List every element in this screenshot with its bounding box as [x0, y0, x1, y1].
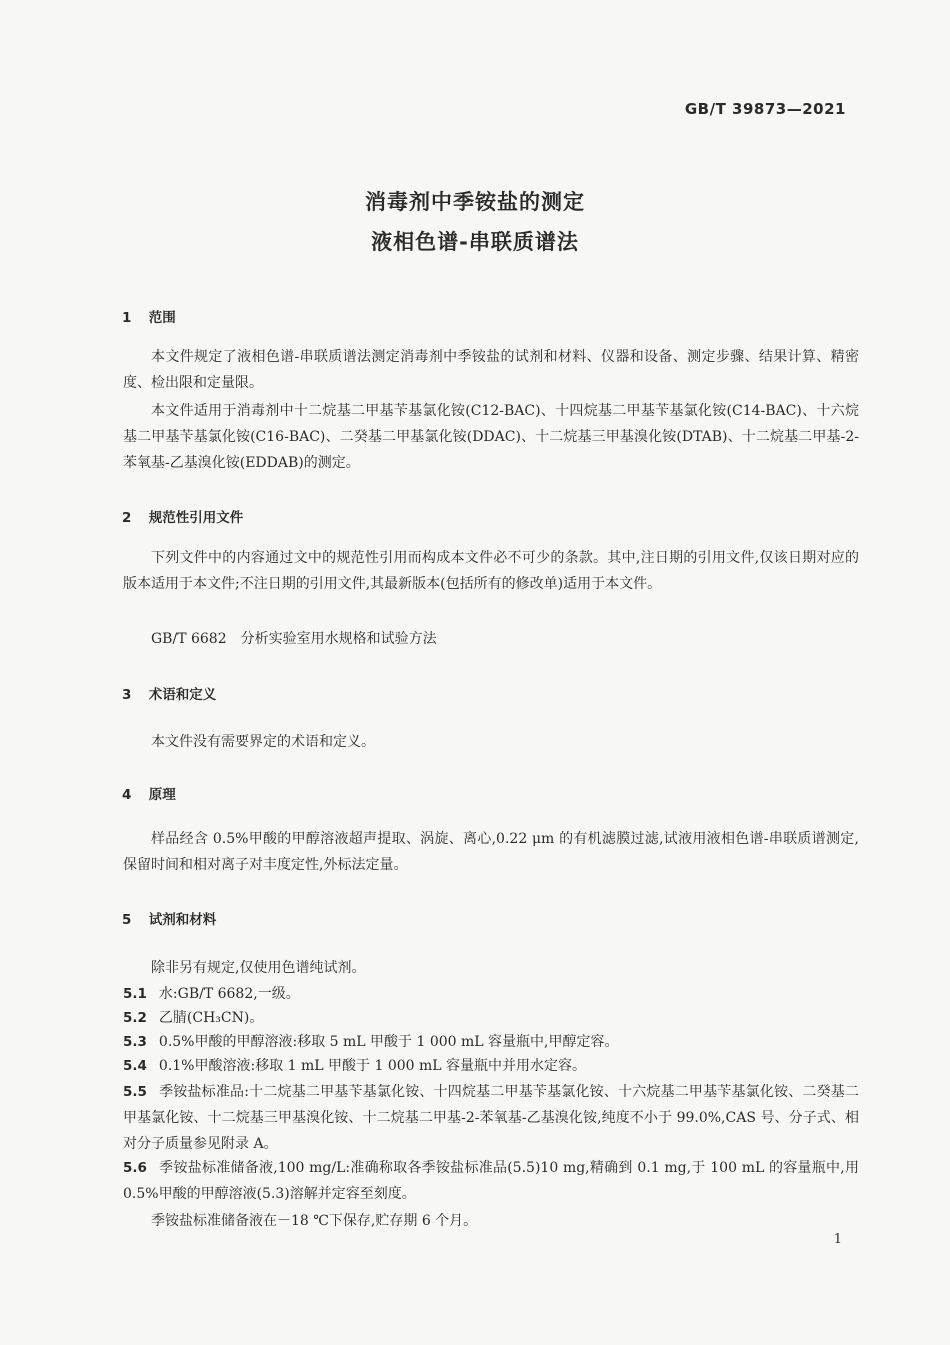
section-title: 规范性引用文件	[148, 510, 244, 526]
section-3-paragraph-1: 本文件没有需要界定的术语和定义。	[151, 734, 375, 750]
section-2-paragraph-1: 下列文件中的内容通过文中的规范性引用而构成本文件必不可少的条款。其中,注日期的引用文件,仅该日期对应的版本适用于本文件;不注日期的引用文件,其最新版本(包括所有的修改单)适用于本文件。	[123, 550, 859, 592]
storage-note: 季铵盐标准储备液在－18 ℃下保存,贮存期 6 个月。	[151, 1213, 478, 1229]
section-number: 4	[122, 787, 132, 803]
document-title-line2: 液相色谱-串联质谱法	[371, 230, 579, 254]
standard-number: GB/T 39873—2021	[684, 100, 846, 118]
section-1-paragraph-1: 本文件规定了液相色谱-串联质谱法测定消毒剂中季铵盐的试剂和材料、仪器和设备、测定步骤、结果计算、精密度、检出限和定量限。	[123, 349, 859, 391]
reagent-item	[123, 1029, 859, 1055]
section-5-heading	[122, 908, 216, 928]
item-number: 5.3	[123, 1034, 147, 1050]
item-text: 0.1%甲酸溶液:移取 1 mL 甲酸于 1 000 mL 容量瓶中并用水定容。	[158, 1058, 587, 1074]
section-number: 5	[122, 912, 132, 928]
item-number: 5.6	[123, 1160, 147, 1176]
reagent-item	[123, 981, 859, 1007]
item-text: 水:GB/T 6682,一级。	[158, 986, 300, 1002]
item-text: 季铵盐标准品:十二烷基二甲基苄基氯化铵、十四烷基二甲基苄基氯化铵、十六烷基二甲基苄基氯化铵、二癸基二甲基氯化铵、十二烷基三甲基溴化铵、十二烷基二甲基-2-苯氧基-乙基溴化铵,纯度不小于 99.0%,CAS 号、分子式、相对分子质量参见附录 A。	[123, 1084, 859, 1152]
item-number: 5.4	[123, 1058, 147, 1074]
section-number: 1	[122, 310, 132, 326]
section-1-heading	[122, 306, 176, 326]
section-title: 范围	[148, 310, 176, 326]
item-number: 5.1	[123, 986, 147, 1002]
item-text: 乙腈(CH₃CN)。	[158, 1010, 264, 1026]
item-text: 0.5%甲酸的甲醇溶液:移取 5 mL 甲酸于 1 000 mL 容量瓶中,甲醇定容。	[158, 1034, 619, 1050]
item-text: 季铵盐标准储备液,100 mg/L:准确称取各季铵盐标准品(5.5)10 mg,精确到 0.1 mg,于 100 mL 的容量瓶中,用 0.5%甲酸的甲醇溶液(5.3)溶解并定容至刻度。	[123, 1160, 859, 1202]
section-5-intro: 除非另有规定,仅使用色谱纯试剂。	[151, 960, 366, 976]
page-number: 1	[833, 1232, 842, 1247]
section-4-paragraph-1: 样品经含 0.5%甲酸的甲醇溶液超声提取、涡旋、离心,0.22 μm 的有机滤膜过滤,试液用液相色谱-串联质谱测定,保留时间和相对离子对丰度定性,外标法定量。	[123, 831, 859, 873]
item-number: 5.5	[123, 1084, 147, 1100]
reagent-item	[123, 1155, 859, 1207]
item-number: 5.2	[123, 1010, 147, 1026]
section-number: 2	[122, 510, 132, 526]
section-title: 原理	[148, 787, 176, 803]
normative-reference: GB/T 6682 分析实验室用水规格和试验方法	[151, 631, 437, 647]
section-4-heading	[122, 783, 176, 803]
document-title-line1: 消毒剂中季铵盐的测定	[365, 190, 585, 214]
section-2-heading	[122, 506, 243, 526]
section-title: 试剂和材料	[148, 912, 217, 928]
reagent-item	[123, 1005, 859, 1031]
reagent-item	[123, 1053, 859, 1079]
section-3-heading	[122, 683, 216, 703]
section-title: 术语和定义	[148, 687, 217, 703]
section-1-paragraph-2: 本文件适用于消毒剂中十二烷基二甲基苄基氯化铵(C12-BAC)、十四烷基二甲基苄基氯化铵(C14-BAC)、十六烷基二甲基苄基氯化铵(C16-BAC)、二癸基二甲基氯化铵(DDAC)、十二烷基三甲基溴化铵(DTAB)、十二烷基二甲基-2-苯氧基-乙基溴化铵(EDDAB)的测定。	[123, 403, 859, 471]
section-number: 3	[122, 687, 132, 703]
reagent-item	[123, 1079, 859, 1157]
